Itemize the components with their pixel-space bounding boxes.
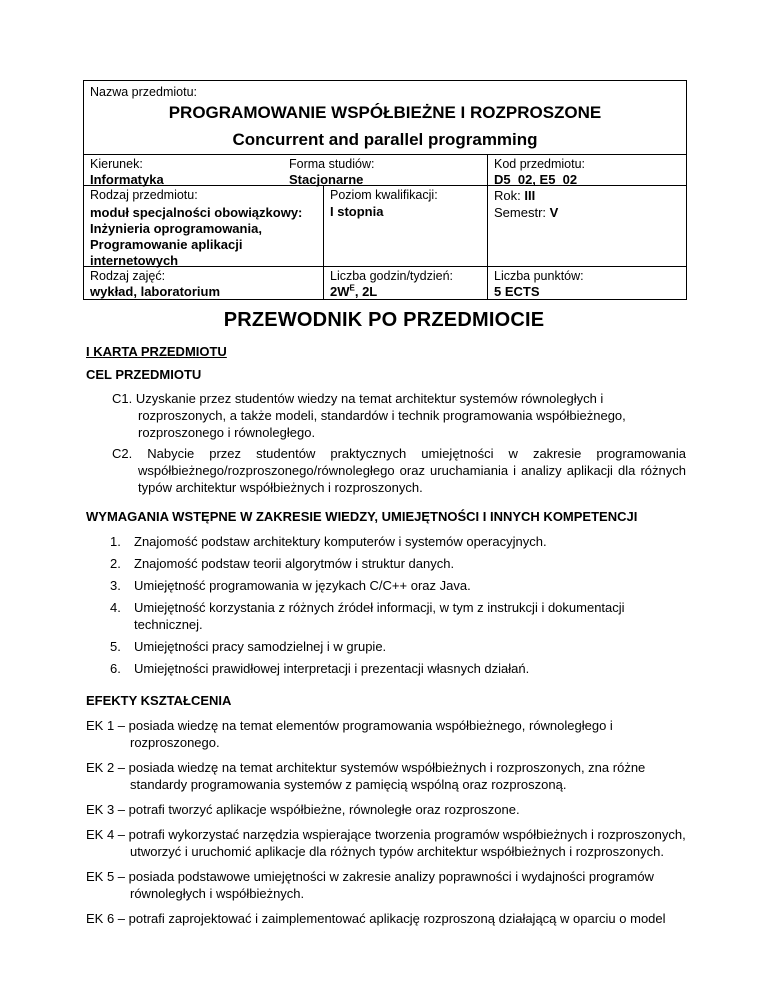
list-text: Umiejętność programowania w językach C/C++ oraz Java. <box>134 578 471 593</box>
list-number: 2. <box>110 556 121 571</box>
hours-label: Liczba godzin/tydzień: <box>330 269 453 283</box>
year-value: III <box>524 188 536 203</box>
list-item <box>86 599 686 633</box>
list-item <box>86 555 686 572</box>
goal-item: C2. Nabycie przez studentów praktycznych umiejętności w zakresie programowania współbieżnego/rozproszonego/równoległego oraz uruchamiania i analizy aplikacji dla różnych typów architektur współbieżnych i rozproszonych. <box>112 446 686 495</box>
effect-item: EK 5 – posiada podstawowe umiejętności w zakresie analizy poprawności i wydajności programów równoległych i współbieżnych. <box>86 869 654 901</box>
list-text: Umiejętność korzystania z różnych źródeł informacji, w tym z instrukcji i dokumentacji technicznej. <box>134 600 625 632</box>
section-heading-requirements: WYMAGANIA WSTĘPNE W ZAKRESIE WIEDZY, UMIEJĘTNOŚCI I INNYCH KOMPETENCJI <box>86 509 638 524</box>
list-number: 4. <box>110 600 121 615</box>
document-body <box>86 343 686 927</box>
list-number: 6. <box>110 661 121 676</box>
subject-title-pl: PROGRAMOWANIE WSPÓŁBIEŻNE I ROZPROSZONE <box>168 103 602 122</box>
mode-value: Stacjonarne <box>289 172 364 187</box>
course-name-cell <box>84 81 686 155</box>
type-value <box>90 205 302 269</box>
effect-item: EK 3 – potrafi tworzyć aplikacje współbieżne, równoległe oraz rozproszone. <box>86 802 520 817</box>
type-label: Rodzaj przedmiotu: <box>90 188 198 202</box>
list-number: 3. <box>110 578 121 593</box>
level-value: I stopnia <box>330 204 384 219</box>
section-heading-goal: CEL PRZEDMIOTU <box>86 367 202 382</box>
section-heading-card: I KARTA PRZEDMIOTU <box>86 344 227 359</box>
list-item <box>86 533 686 550</box>
info-row-1 <box>84 155 686 186</box>
list-number: 5. <box>110 639 121 654</box>
code-value: D5_02, E5_02 <box>494 172 578 187</box>
type-value-line: Programowanie aplikacji <box>90 237 243 252</box>
type-value-line: internetowych <box>90 253 179 268</box>
info-row-2 <box>84 186 686 267</box>
field-label: Kierunek: <box>90 157 143 171</box>
semester-field <box>494 205 558 221</box>
mode-label: Forma studiów: <box>289 157 375 171</box>
type-value-line: Inżynieria oprogramowania, <box>90 221 262 236</box>
list-text: Umiejętności pracy samodzielnej i w grupie. <box>134 639 387 654</box>
classes-value: wykład, laboratorium <box>90 284 221 299</box>
semester-label: Semestr: <box>494 205 547 220</box>
subject-title-en: Concurrent and parallel programming <box>232 130 538 149</box>
page-title: PRZEWODNIK PO PRZEDMIOCIE <box>223 309 545 331</box>
section-heading-effects: EFEKTY KSZTAŁCENIA <box>86 693 232 708</box>
level-label: Poziom kwalifikacji: <box>330 188 438 202</box>
subject-label: Nazwa przedmiotu: <box>90 85 197 99</box>
field-value: Informatyka <box>90 172 164 187</box>
divider <box>487 155 488 185</box>
hours-value <box>330 284 377 300</box>
points-value: 5 ECTS <box>494 284 540 299</box>
points-label: Liczba punktów: <box>494 269 584 283</box>
list-number: 1. <box>110 534 121 549</box>
course-info-table <box>83 80 687 300</box>
year-field <box>494 188 535 204</box>
hours-value-main: 2W <box>330 284 350 299</box>
effect-item: EK 1 – posiada wiedzę na temat elementów programowania współbieżnego, równoległego i rozproszonego. <box>86 718 613 750</box>
list-text: Znajomość podstaw teorii algorytmów i struktur danych. <box>134 556 455 571</box>
effect-item: EK 4 – potrafi wykorzystać narzędzia wspierające tworzenia programów współbieżnych i rozproszonych, utworzyć i uruchomić aplikacje dla różnych typów architektur współbieżnych i rozproszonych. <box>86 827 686 859</box>
list-item <box>86 577 686 594</box>
divider <box>487 186 488 266</box>
hours-value-rest: , 2L <box>354 284 378 299</box>
list-text: Umiejętności prawidłowej interpretacji i prezentacji własnych działań. <box>134 661 530 676</box>
effect-item: EK 6 – potrafi zaprojektować i zaimplementować aplikację rozproszoną działającą w oparciu o model <box>86 911 666 926</box>
list-item <box>86 638 686 655</box>
info-row-3 <box>84 267 686 299</box>
effect-item: EK 2 – posiada wiedzę na temat architektur systemów współbieżnych i rozproszonych, zna różne standardy programowania systemów z pamięcią wspólną oraz rozproszoną. <box>86 760 646 792</box>
list-text: Znajomość podstaw architektury komputerów i systemów operacyjnych. <box>134 534 547 549</box>
classes-label: Rodzaj zajęć: <box>90 269 166 283</box>
goal-item: C1. Uzyskanie przez studentów wiedzy na temat architektur systemów równoległych i rozproszonych, a także modeli, standardów i technik programowania współbieżnego, rozproszonego i równoległego. <box>112 391 626 440</box>
divider <box>323 186 324 266</box>
list-item <box>86 660 686 677</box>
code-label: Kod przedmiotu: <box>494 157 586 171</box>
type-value-line: moduł specjalności obowiązkowy: <box>90 205 303 220</box>
hours-value-sup: E <box>349 283 355 293</box>
divider <box>487 267 488 299</box>
semester-value: V <box>549 205 559 220</box>
year-label: Rok: <box>494 188 521 203</box>
divider <box>323 267 324 299</box>
